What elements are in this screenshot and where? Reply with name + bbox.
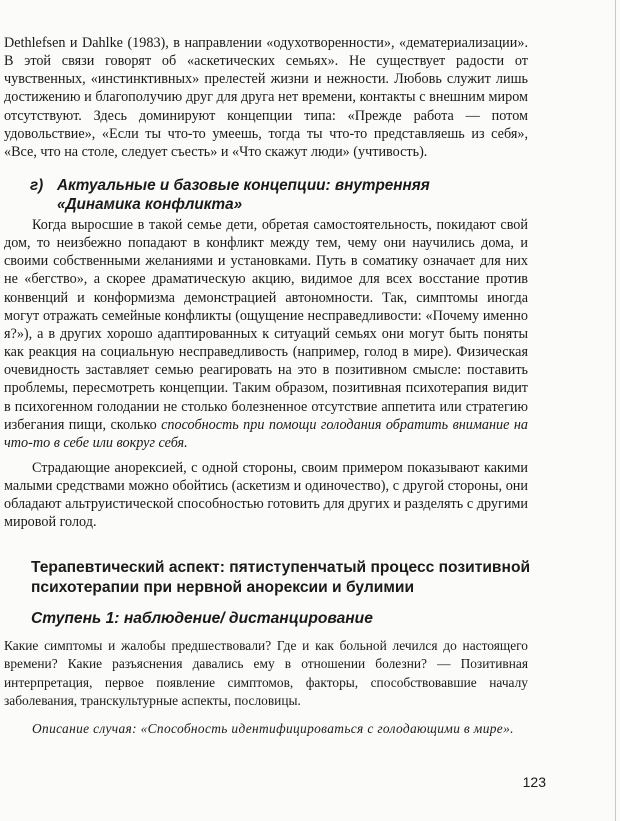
conflict-paragraph-emphasis: способность при помощи голодания обратить внимание на что-то в себе или вокруг себя. (4, 416, 529, 451)
section-g-label: г) (30, 177, 44, 194)
page-edge-line (615, 0, 616, 821)
therapeutic-aspect-heading: Терапевтический аспект: пятиступенчатый процесс позитивной психотерапии при нервной анорексии и булимии (31, 559, 531, 596)
intro-paragraph: Dethlefsen и Dahlke (1983), в направлении «одухотворенности», «дематериализации». В этой связи говорят об «аскетических семьях». Не существует радости от чувственных, «инстинктивных» прелестей жизни и нежности. Любовь служит лишь достижению и благополучию друг для друга нет времени, контакты с внешним миром отсутствуют. Здесь доминируют концепции типа: «Прежде работа — потом удовольствие», «Если ты что-то умеешь, тогда ты что-то представляешь из себя», «Все, что на столе, следует съесть» и «Что скажут люди» (учтивость). (4, 35, 528, 160)
section-g-heading (30, 176, 500, 214)
step1-heading: Ступень 1: наблюдение/ дистанцирование (31, 610, 373, 627)
case-description: Описание случая: «Способность идентифицироваться с голодающими в мире». (32, 721, 514, 736)
anorexia-paragraph: Страдающие анорексией, с одной стороны, своим примером показывают какими малыми средствами можно обойтись (аскетизм и одиночество), с другой стороны, они обладают альтруистической способностью готовить для других и разделять с другими мировой голод. (4, 460, 528, 531)
conflict-paragraph-text: Когда выросшие в такой семье дети, обретая самостоятельность, покидают свой дом, то неизбежно попадают в конфликт между тем, чему они научились дома, и своими собственными желаниями и установками. Путь в соматику означает для них не «бегство», а скорее драматическую акцию, видимое для всех восстание против конвенций и конформизма демонстрацией автономности. Так, симптомы иногда могут отражать семейные конфликты (ощущение несправедливости: «Почему именно я?»), а в других хорошо адаптированных к ситуаций семьях они могут быть поняты как реакция на социальную несправедливость (например, голод в мире). Физическая очевидность заставляет семью реагировать на это в позитивном смысле: поставить проблемы, пересмотреть концепции. Таким образом, позитивная психотерапия видит в психогенном голодании не столько болезненное отсутствие аппетита или стратегию избегания пищи, сколько (4, 217, 528, 433)
section-g-title-line1: Актуальные и базовые концепции: внутренняя (57, 177, 430, 194)
page-number: 123 (522, 774, 546, 790)
conflict-paragraph (4, 216, 528, 452)
section-g-title-line2: «Динамика конфликта» (57, 196, 243, 213)
questions-paragraph: Какие симптомы и жалобы предшествовали? Где и как больной лечился до настоящего времени? Какие разъяснения давались ему в отношении болезни? — Позитивная интерпретация, первое появление симптомов, факторы, способствовавшие началу заболевания, транскультурные аспекты, пословицы. (4, 638, 528, 709)
